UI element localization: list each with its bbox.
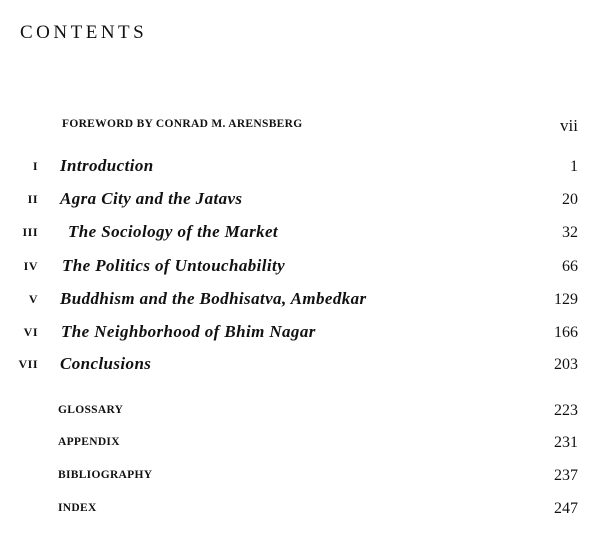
back-matter-label: GLOSSARY xyxy=(58,404,124,416)
chapter-number: IV xyxy=(23,259,38,273)
chapter-title: The Sociology of the Market xyxy=(68,222,279,241)
contents-heading: CONTENTS xyxy=(20,22,148,43)
page-number: 237 xyxy=(554,467,578,484)
page-number: 32 xyxy=(562,224,578,241)
chapter-title: Agra City and the Jatavs xyxy=(60,189,243,208)
page-number: 20 xyxy=(562,191,578,208)
chapter-title: Conclusions xyxy=(60,354,152,373)
page-number: 166 xyxy=(554,324,578,341)
page-number: 1 xyxy=(570,158,578,175)
foreword-entry xyxy=(0,117,600,141)
page-number: 129 xyxy=(554,291,578,308)
chapter-title: The Politics of Untouchability xyxy=(62,256,286,275)
page-number: 231 xyxy=(554,434,578,451)
chapter-number: V xyxy=(28,292,38,306)
back-matter-label: BIBLIOGRAPHY xyxy=(58,469,153,481)
page-number: 223 xyxy=(554,402,578,419)
page-number: 66 xyxy=(562,258,578,275)
chapter-title: Buddhism and the Bodhisatva, Ambedkar xyxy=(60,289,367,308)
chapter-entry xyxy=(0,256,600,283)
chapter-entry xyxy=(0,322,600,349)
chapter-entry xyxy=(0,289,600,316)
foreword-label: FOREWORD BY CONRAD M. ARENSBERG xyxy=(62,118,303,130)
chapter-entry xyxy=(0,156,600,183)
chapter-number: VII xyxy=(18,357,38,371)
chapter-entry xyxy=(0,222,600,249)
chapter-number: I xyxy=(32,159,38,173)
back-matter-entry xyxy=(0,435,600,459)
back-matter-label: INDEX xyxy=(58,502,97,514)
chapter-number: VI xyxy=(23,325,38,339)
back-matter-entry xyxy=(0,501,600,525)
chapter-title: The Neighborhood of Bhim Nagar xyxy=(61,322,316,341)
chapter-title: Introduction xyxy=(60,156,154,175)
chapter-entry xyxy=(0,189,600,216)
back-matter-label: APPENDIX xyxy=(58,436,120,448)
back-matter-entry xyxy=(0,403,600,427)
chapter-number: II xyxy=(27,192,38,206)
page-number: 247 xyxy=(554,500,578,517)
chapter-number: III xyxy=(22,225,38,239)
page-number: vii xyxy=(560,116,578,135)
back-matter-entry xyxy=(0,468,600,492)
chapter-entry xyxy=(0,354,600,381)
page-number: 203 xyxy=(554,356,578,373)
